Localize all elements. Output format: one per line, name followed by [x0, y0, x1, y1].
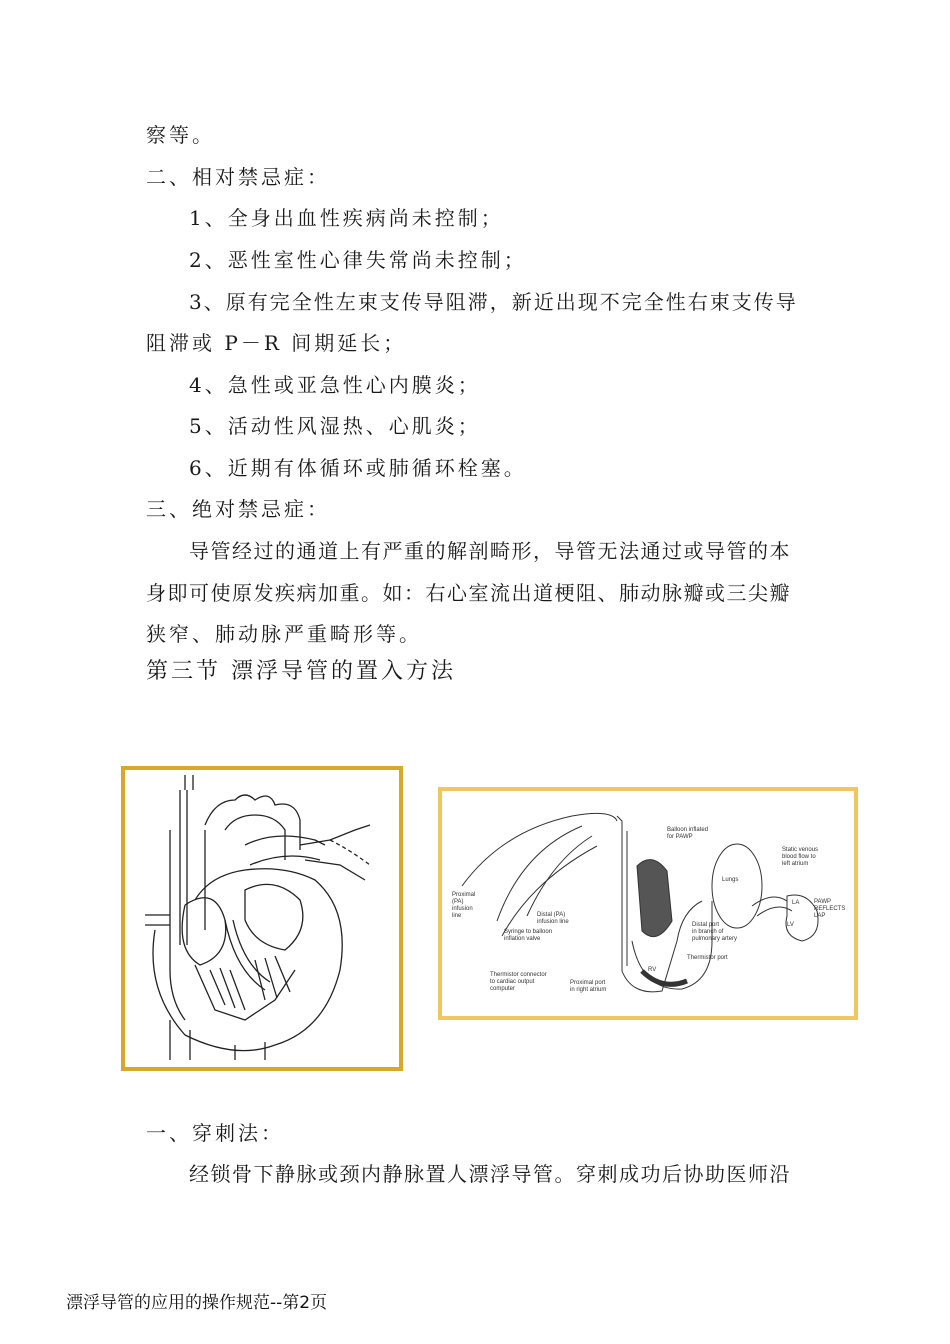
- heading-puncture-method: 一、穿刺法：: [146, 1121, 284, 1145]
- list-item-continuation: 阻滞或 P－R 间期延长；: [146, 331, 407, 355]
- list-item: 2、恶性室性心律失常尚未控制；: [189, 248, 527, 272]
- label-proximal-port: Proximal port: [570, 980, 606, 986]
- label-static3: left atrium: [782, 861, 809, 867]
- paragraph-line: 身即可使原发疾病加重。如：右心室流出道梗阻、肺动脉瓣或三尖瓣: [146, 581, 791, 605]
- label-thermistor-port: Thermistor port: [687, 955, 728, 961]
- label-balloon2: for PAWP: [667, 834, 693, 840]
- paragraph-line: 狭窄、肺动脉严重畸形等。: [146, 622, 422, 646]
- label-distal-port: Distal port: [692, 922, 720, 928]
- label-la: LA: [792, 900, 800, 906]
- heart-drawing: [125, 770, 399, 1067]
- heart-anatomy-figure: [121, 766, 403, 1071]
- label-proximal-port2: in right atrium: [570, 987, 607, 993]
- label-balloon: Balloon inflated: [667, 827, 709, 833]
- list-item: 5、活动性风湿热、心肌炎；: [189, 414, 481, 438]
- catheter-diagram-figure: [438, 787, 858, 1020]
- label-syringe2: inflation valve: [504, 936, 541, 942]
- list-item: 3、原有完全性左束支传导阻滞，新近出现不完全性右束支传导: [189, 290, 798, 314]
- label-syringe: Syringe to balloon: [504, 929, 553, 935]
- label-proximal: Proximal: [452, 892, 476, 898]
- label-distal: Distal (PA): [537, 912, 566, 918]
- label-proximal3: infusion: [452, 906, 473, 912]
- label-pawp3: LAP: [814, 913, 826, 919]
- label-distal2: infusion line: [537, 919, 569, 925]
- label-distal-port2: in branch of: [692, 929, 724, 935]
- label-rv: RV: [648, 967, 657, 973]
- label-lungs: Lungs: [722, 877, 739, 883]
- label-pawp: PAWP: [814, 899, 832, 905]
- heading-relative-contraindications: 二、相对禁忌症：: [146, 165, 330, 189]
- label-proximal2: (PA): [452, 899, 464, 905]
- paragraph-line: 导管经过的通道上有严重的解剖畸形，导管无法通过或导管的本: [189, 539, 791, 563]
- page-footer: 漂浮导管的应用的操作规范--第2页: [66, 1293, 328, 1313]
- paragraph-line: 经锁骨下静脉或颈内静脉置人漂浮导管。穿刺成功后协助医师沿: [189, 1162, 791, 1186]
- label-pawp2: REFLECTS: [814, 906, 846, 912]
- label-static: Static venous: [782, 847, 819, 853]
- list-item: 6、近期有体循环或肺循环栓塞。: [189, 456, 527, 480]
- label-proximal4: line: [452, 913, 462, 919]
- label-thermistor-connector3: computer: [490, 986, 516, 992]
- catheter-drawing: [442, 791, 854, 1016]
- label-distal-port3: pulmonary artery: [692, 936, 738, 942]
- section-title: 第三节 漂浮导管的置入方法: [146, 659, 456, 684]
- label-thermistor-connector: Thermistor connector: [490, 972, 547, 978]
- paragraph-line: 察等。: [146, 123, 215, 147]
- label-lv: LV: [787, 922, 794, 928]
- label-static2: blood flow to: [782, 854, 816, 860]
- label-thermistor-connector2: to cardiac output: [490, 979, 535, 985]
- list-item: 4、急性或亚急性心内膜炎；: [189, 373, 481, 397]
- heading-absolute-contraindications: 三、绝对禁忌症：: [146, 497, 330, 521]
- list-item: 1、全身出血性疾病尚未控制；: [189, 206, 504, 230]
